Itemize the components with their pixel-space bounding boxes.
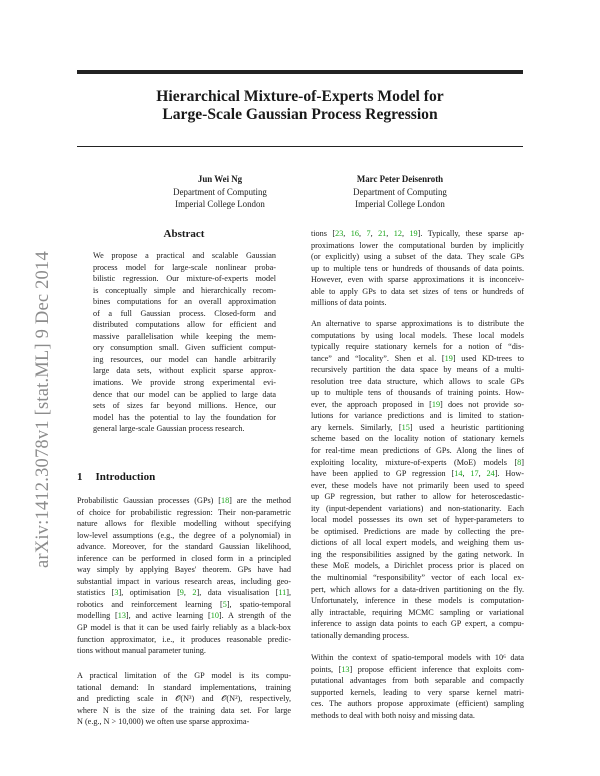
abstract-line: of a full Gaussian process. Closed-form and (93, 308, 276, 318)
text-segment: advance. Moreover, for the standard Gaussian likelihood, (77, 542, 291, 552)
text-line (311, 480, 524, 492)
text-segment: ], spatio-temporal (226, 599, 291, 609)
citation-link[interactable]: 13 (117, 611, 126, 621)
arxiv-stamp: arXiv:1412.3078v1 [stat.ML] 9 Dec 2014 (33, 251, 53, 568)
text-segment: function approximator, i.e., it produces reasonable predic- (77, 634, 291, 644)
text-segment: lutions for variance predictions and is limited to station- (311, 411, 524, 421)
citation-link[interactable]: 7 (366, 229, 371, 238)
text-line (311, 433, 524, 445)
text-segment: ity (input-dependent variations) and non-stationarity. Each (311, 503, 524, 513)
text-segment: of choice for probabilistic regression: Their non-parametric (77, 507, 291, 517)
text-segment: up to multiple tens of thousands of training points. How- (311, 388, 524, 398)
text-line (77, 495, 291, 507)
text-segment: tational demand: In standard implementations, training (77, 682, 291, 692)
text-line (77, 599, 291, 611)
text-segment: Probabilistic Gaussian processes (GPs) [ (77, 496, 221, 505)
text-line (311, 263, 524, 275)
text-line (311, 572, 524, 584)
text-segment: these MoE models, a Dirichlet process prior is placed on (311, 561, 524, 571)
text-line (77, 610, 291, 622)
author-dept: Department of Computing (353, 186, 447, 197)
abstract-line: ory consumption small. Given sufficient comput- (93, 343, 276, 353)
text-line (311, 607, 524, 619)
text-line (311, 251, 524, 263)
citation-link[interactable]: 16 (350, 229, 359, 238)
text-segment: ] are the method (229, 496, 291, 505)
text-segment: pert, which allows for a data-driven partitioning on the fly. (311, 584, 524, 594)
text-line (77, 682, 291, 694)
text-line (77, 576, 291, 588)
text-line (311, 240, 524, 252)
text-segment: ] does not provide so- (440, 399, 524, 409)
right-paragraph-3 (311, 652, 524, 721)
citation-link[interactable]: 3 (114, 588, 119, 598)
right-paragraph-1 (311, 228, 524, 309)
right-paragraph-2 (311, 318, 524, 641)
citation-link[interactable]: 21 (378, 229, 387, 238)
text-segment: ever, these models have not primarily been used to speed (311, 480, 524, 490)
title-rule-top (77, 70, 523, 74)
text-segment: , (462, 469, 471, 479)
text-line (77, 507, 291, 519)
text-segment: ary kernels. Similarly, [ (311, 422, 402, 432)
text-segment: modelling [ (77, 611, 118, 621)
text-segment: and predicting scale in 𝒪(N³) and 𝒪(N²), respectively, (77, 694, 291, 704)
text-line (311, 618, 524, 630)
text-segment: recursively partition the data space by means of a multi- (311, 365, 524, 375)
text-segment: tationally demanding process. (311, 630, 409, 640)
citation-link[interactable]: 19 (431, 399, 441, 409)
text-segment: points, [ (311, 664, 342, 674)
text-segment: , (401, 229, 410, 238)
text-line (311, 468, 524, 480)
author-block-1 (115, 173, 325, 211)
citation-link[interactable]: 13 (341, 664, 350, 674)
text-line (311, 652, 524, 664)
text-line (311, 595, 524, 607)
author-name: Marc Peter Deisenroth (356, 174, 444, 184)
text-line (77, 622, 291, 634)
text-line (311, 387, 524, 399)
text-line (311, 286, 524, 298)
text-line (311, 537, 524, 549)
citation-link[interactable]: 24 (486, 469, 495, 479)
text-segment: (or explicitly) using a subset of the data. They scale GPs (311, 252, 524, 262)
text-segment: Unfortunately, inference in these models is computation- (311, 596, 524, 606)
text-segment: , (478, 469, 487, 479)
section-title: Introduction (95, 471, 156, 483)
text-line (311, 630, 524, 642)
abstract-line: is conceptually simple and hierarchically recom- (93, 285, 276, 295)
citation-link[interactable]: 12 (393, 229, 402, 238)
text-segment: putational advantages from both separable and compactly (311, 676, 524, 686)
text-segment: N (e.g., N > 10,000) we often use sparse approxima- (77, 717, 250, 727)
text-line (311, 353, 524, 365)
abstract-line: general large-scale Gaussian process research. (93, 424, 245, 434)
section-heading-introduction (77, 471, 155, 483)
citation-link[interactable]: 8 (517, 457, 522, 467)
text-segment: ], (286, 588, 292, 598)
text-segment: ] (521, 457, 524, 467)
text-line (77, 518, 291, 530)
text-line (311, 318, 524, 330)
abstract-line: model has the potential to lay the foundation for (93, 412, 276, 422)
text-segment: ], and active learning [ (125, 611, 211, 621)
text-segment: , (386, 229, 394, 238)
citation-link[interactable]: 19 (444, 353, 453, 363)
title-line-2: Large-Scale Gaussian Process Regression (162, 106, 438, 123)
citation-link[interactable]: 9 (179, 588, 184, 598)
abstract-line: massive parallelisation while keeping the mem- (93, 331, 276, 341)
author-inst: Imperial College London (175, 199, 265, 210)
text-segment: However, even with sparse approximations it is inconceiv- (311, 275, 524, 285)
text-line (311, 560, 524, 572)
citation-link[interactable]: 14 (454, 469, 463, 479)
abstract-body (93, 250, 276, 435)
text-segment: resolution tree data structure, which allows to scale GPs (311, 376, 524, 386)
text-segment: the multinomial “responsibility” vector of each local ex- (311, 573, 524, 583)
text-line (311, 330, 524, 342)
text-segment: ever, the approach proposed in [ (311, 399, 432, 409)
text-segment: up to multiple tens or hundreds of thousands of data points. (311, 263, 524, 273)
text-segment: proximations lower the computational burden by implicitly (311, 240, 524, 250)
text-segment: , (370, 229, 379, 238)
text-line (311, 228, 524, 240)
title-line-1: Hierarchical Mixture-of-Experts Model for (156, 88, 444, 105)
text-line (311, 675, 524, 687)
text-line (77, 587, 291, 599)
text-segment: way simply by applying Bayes' theorem. GPs have had (77, 565, 291, 575)
text-segment: exploiting locality, mixture-of-experts (MoE) models [ (311, 457, 518, 467)
text-segment: inference can be performed in closed form in a principled (77, 553, 291, 563)
text-segment: nature allows for flexible modelling without specifying (77, 519, 291, 529)
text-line (311, 399, 524, 411)
citation-link[interactable]: 5 (222, 599, 227, 609)
text-line (311, 503, 524, 515)
text-segment: up GP regression, but rather to allow for heteroscedastic- (311, 492, 524, 502)
text-segment: tions [ (311, 229, 336, 238)
citation-link[interactable]: 18 (220, 496, 230, 505)
text-line (311, 584, 524, 596)
text-segment: GP model is that it can be used fairly reliably as a black-box (77, 623, 291, 633)
text-segment: where N is the size of the training data set. For large (77, 705, 291, 715)
text-line (311, 445, 524, 457)
text-segment: have been applied to GP regression [ (311, 469, 455, 479)
text-segment: able to apply GPs to data set sizes of tens or hundreds of (311, 286, 524, 296)
citation-link[interactable]: 2 (192, 588, 197, 598)
text-segment: An alternative to sparse approximations is to distribute the (311, 319, 524, 328)
text-segment: supported kernels, leading to very sparse kernel matri- (311, 687, 524, 697)
author-dept: Department of Computing (173, 186, 267, 197)
text-segment: ing the responsibilities assigned by the gating network. In (311, 549, 524, 559)
abstract-line: distributed computations allow for efficient and (93, 320, 276, 330)
text-line (311, 341, 524, 353)
text-line (311, 710, 524, 722)
citation-link[interactable]: 23 (335, 229, 344, 238)
text-line (77, 634, 291, 646)
text-line (311, 514, 524, 526)
intro-paragraph-1 (77, 495, 291, 657)
abstract-line: bines computations for an overall approximation (93, 297, 276, 307)
text-line (311, 526, 524, 538)
abstract-line: dence that our model can be applied to large data (93, 389, 276, 399)
text-line (311, 457, 524, 469)
text-segment: ]. A strength of the (218, 611, 291, 621)
text-line (311, 664, 524, 676)
text-segment: ces. The authors propose approximate (efficient) sampling (311, 699, 524, 709)
text-segment: robotics and reinforcement learning [ (77, 599, 223, 609)
text-line (77, 670, 291, 682)
abstract-line: We propose a practical and scalable Gaussian (93, 251, 276, 260)
text-line (77, 693, 291, 705)
text-line (311, 698, 524, 710)
text-segment: typically require stationary kernels for a notion of “dis- (311, 342, 524, 352)
text-segment: local model possesses its own set of hyper-parameters to (311, 515, 524, 525)
paper-title (77, 88, 523, 124)
text-segment: computations by using local models. These local models (311, 330, 524, 340)
abstract-line: sets of sizes far beyond millions. Hence, our (93, 401, 276, 411)
text-segment: scheme based on the locality notion of stationary kernels (311, 434, 524, 444)
text-segment: ally intractable, requiring MCMC sampling or variational (311, 607, 524, 617)
text-segment: ]. How- (494, 469, 524, 479)
text-line (77, 705, 291, 717)
abstract-heading: Abstract (163, 228, 205, 240)
text-segment: tance” and “locality”. Shen et al. [ (311, 353, 445, 363)
text-line (77, 530, 291, 542)
citation-link[interactable]: 10 (210, 611, 219, 621)
text-line (77, 564, 291, 576)
text-line (311, 410, 524, 422)
text-segment: ], optimisation [ (118, 588, 180, 598)
citation-link[interactable]: 17 (470, 469, 479, 479)
text-segment: , (358, 229, 367, 238)
text-segment: inference to assign data points to each GP expert, a compu- (311, 619, 524, 629)
text-segment: ], data visualisation [ (196, 588, 279, 598)
citation-link[interactable]: 19 (409, 229, 418, 238)
text-segment: substantial impact in various research areas, including geo- (77, 576, 291, 586)
text-line (311, 422, 524, 434)
text-segment: low-level assumptions (e.g., the degree of a polynomial) in (77, 530, 291, 540)
abstract-line: process model for large-scale nonlinear proba- (93, 262, 276, 272)
text-line (311, 376, 524, 388)
text-segment: for real-time mean predictions of GPs. Along the lines of (311, 446, 524, 456)
text-segment: , (183, 588, 193, 598)
text-line (311, 687, 524, 699)
text-line (311, 297, 524, 309)
author-inst: Imperial College London (355, 199, 445, 210)
citation-link[interactable]: 11 (278, 588, 287, 598)
text-line (77, 645, 291, 657)
text-segment: ]. Typically, these sparse ap- (417, 229, 525, 238)
text-line (311, 491, 524, 503)
text-segment: methods to deal with both noisy and missing data. (311, 710, 475, 720)
text-segment: , (343, 229, 351, 238)
abstract-line: bilistic regression. Our mixture-of-experts model (93, 274, 276, 284)
text-line (77, 553, 291, 565)
text-line (77, 716, 291, 728)
author-name: Jun Wei Ng (197, 174, 243, 184)
intro-paragraph-2 (77, 670, 291, 728)
text-segment: millions of data points. (311, 298, 387, 308)
title-rule-bottom (77, 146, 523, 147)
text-line (77, 541, 291, 553)
text-line (311, 364, 524, 376)
citation-link[interactable]: 15 (401, 422, 410, 432)
text-segment: A practical limitation of the GP model is its compu- (77, 671, 291, 680)
author-block-2 (295, 173, 505, 211)
section-number: 1 (77, 471, 83, 483)
text-segment: dictions of all local expert models, and weighing them us- (311, 538, 524, 548)
text-segment: statistics [ (77, 588, 115, 598)
text-segment: Within the context of spatio-temporal models with 10⁶ data (311, 653, 524, 662)
text-line (311, 274, 524, 286)
text-segment: be optimised. Predictions are made by collecting the pre- (311, 526, 524, 536)
text-segment: ] used KD-trees to (452, 353, 524, 363)
abstract-line: large data sets, without explicit sparse approx- (93, 366, 276, 376)
text-segment: tions without manual parameter tuning. (77, 646, 206, 656)
text-segment: ] propose efficient inference that exploits com- (349, 664, 524, 674)
text-line (311, 549, 524, 561)
abstract-line: imations. We provide strong experimental evi- (93, 378, 276, 388)
text-segment: ] used a heuristic partitioning (409, 422, 524, 432)
abstract-line: ing resources, our model can handle arbitrarily (93, 354, 276, 364)
